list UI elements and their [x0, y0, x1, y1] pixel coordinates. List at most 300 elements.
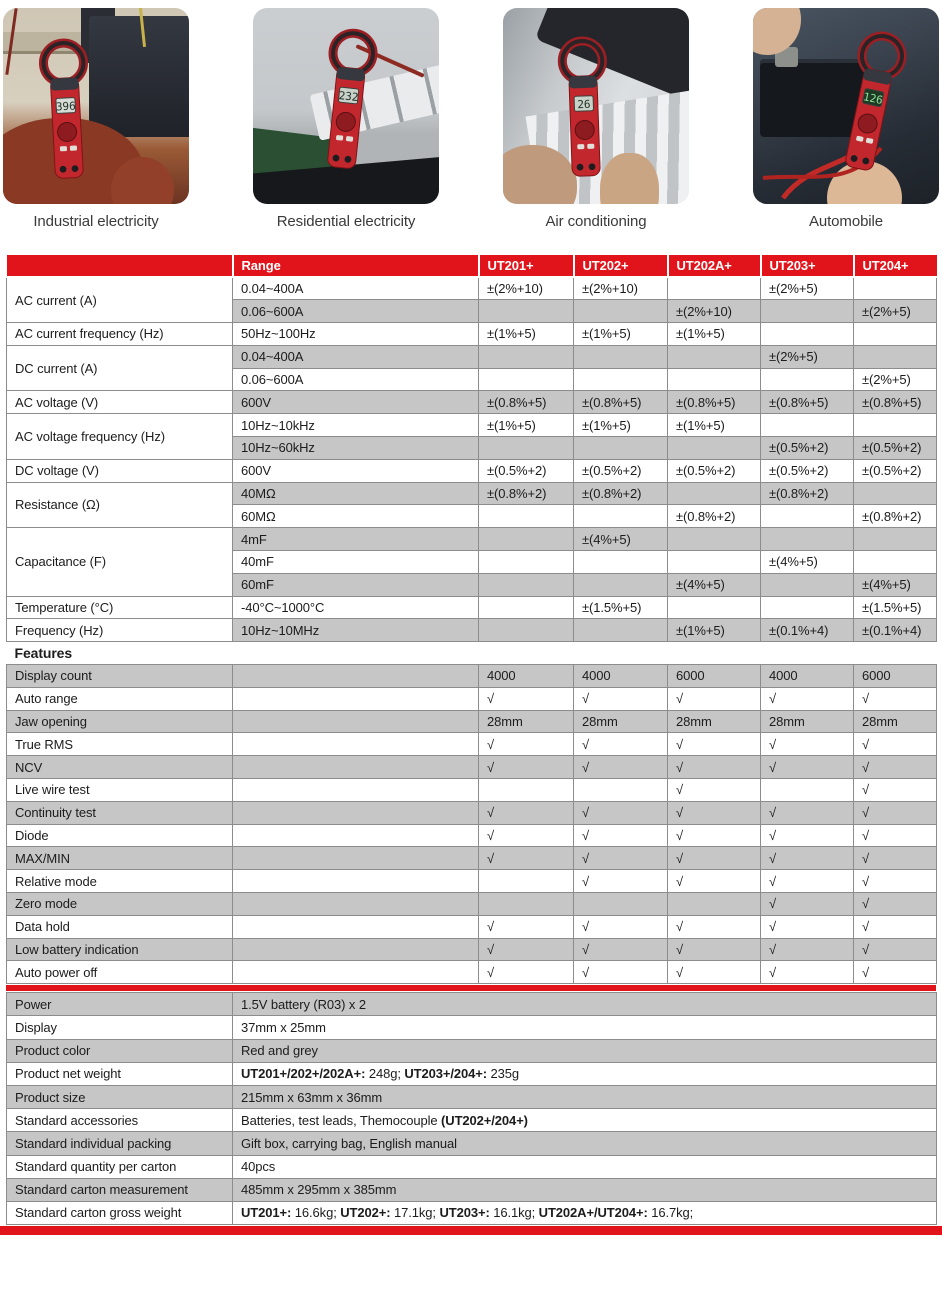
- red-divider: [6, 985, 936, 991]
- general-value-bold-segment: (UT202+/204+): [441, 1112, 528, 1128]
- feature-value-cell: 4000: [479, 665, 574, 688]
- spec-value-cell: [668, 368, 761, 391]
- air-conditioning-photo: [503, 8, 689, 204]
- spec-group-label: AC voltage frequency (Hz): [7, 414, 233, 460]
- general-row: [7, 1109, 937, 1132]
- general-label: Standard quantity per carton: [7, 1155, 233, 1178]
- clamp-meter-illustration: [305, 23, 390, 179]
- feature-value-cell: √: [761, 961, 854, 984]
- feature-value-cell: [574, 779, 668, 802]
- general-row: [7, 1155, 937, 1178]
- clamp-meter-illustration: [546, 33, 621, 185]
- general-row: [7, 1132, 937, 1155]
- general-label: Standard carton measurement: [7, 1178, 233, 1201]
- spec-value-cell: ±(0.5%+2): [854, 437, 937, 460]
- svg-text:26: 26: [577, 97, 591, 112]
- feature-value-cell: √: [479, 756, 574, 779]
- spec-value-cell: [479, 300, 574, 323]
- feature-range-cell: [233, 733, 479, 756]
- photo-caption: Automobile: [808, 213, 884, 230]
- spec-range-cell: 0.06~600A: [233, 368, 479, 391]
- feature-range-cell: [233, 915, 479, 938]
- spec-value-cell: [479, 437, 574, 460]
- feature-value-cell: [761, 779, 854, 802]
- spec-value-cell: ±(1%+5): [668, 323, 761, 346]
- app-card-automobile: [753, 8, 939, 230]
- feature-value-cell: √: [761, 847, 854, 870]
- feature-value-cell: [479, 870, 574, 893]
- general-row: [7, 1039, 937, 1062]
- spec-value-cell: ±(2%+5): [854, 368, 937, 391]
- feature-value-cell: √: [574, 733, 668, 756]
- feature-row: [7, 801, 937, 824]
- photo-caption: Industrial electricity: [33, 213, 159, 230]
- general-row: [7, 1016, 937, 1039]
- spec-value-cell: [574, 573, 668, 596]
- feature-value-cell: √: [854, 687, 937, 710]
- feature-value-cell: √: [668, 961, 761, 984]
- feature-value-cell: [668, 893, 761, 916]
- spec-range-cell: 50Hz~100Hz: [233, 323, 479, 346]
- feature-value-cell: √: [668, 779, 761, 802]
- spec-value-cell: [479, 551, 574, 574]
- spec-value-cell: ±(0.8%+2): [854, 505, 937, 528]
- residential-electricity-photo: [253, 8, 439, 204]
- automobile-photo: [753, 8, 939, 204]
- feature-range-cell: [233, 801, 479, 824]
- spec-value-cell: ±(0.8%+5): [854, 391, 937, 414]
- spec-group-label: Temperature (°C): [7, 596, 233, 619]
- feature-value-cell: √: [479, 961, 574, 984]
- feature-row: [7, 870, 937, 893]
- general-value-segment: 1.5V battery (R03) x 2: [241, 996, 366, 1012]
- spec-range-cell: 10Hz~60kHz: [233, 437, 479, 460]
- feature-label: Relative mode: [7, 870, 233, 893]
- feature-range-cell: [233, 824, 479, 847]
- feature-row: [7, 893, 937, 916]
- spec-value-cell: [761, 323, 854, 346]
- bottom-red-bar: [0, 1226, 942, 1235]
- svg-text:396: 396: [55, 99, 76, 114]
- feature-value-cell: 28mm: [761, 710, 854, 733]
- feature-value-cell: √: [479, 687, 574, 710]
- spec-value-cell: [761, 505, 854, 528]
- feature-value-cell: √: [574, 938, 668, 961]
- spec-row: [7, 528, 937, 551]
- general-label: Standard individual packing: [7, 1132, 233, 1155]
- spec-value-cell: [668, 345, 761, 368]
- feature-row: [7, 961, 937, 984]
- general-value-bold-segment: UT202A+/UT204+:: [538, 1205, 648, 1221]
- spec-value-cell: ±(1%+5): [574, 323, 668, 346]
- feature-range-cell: [233, 665, 479, 688]
- spec-value-cell: ±(2%+5): [761, 345, 854, 368]
- feature-range-cell: [233, 779, 479, 802]
- spec-row: [7, 391, 937, 414]
- general-value: [233, 1201, 937, 1224]
- spec-value-cell: ±(0.8%+5): [574, 391, 668, 414]
- spec-group-label: DC current (A): [7, 345, 233, 391]
- spec-row: [7, 482, 937, 505]
- feature-value-cell: √: [574, 801, 668, 824]
- spec-value-cell: ±(1%+5): [479, 414, 574, 437]
- feature-range-cell: [233, 756, 479, 779]
- feature-value-cell: √: [668, 824, 761, 847]
- spec-value-cell: ±(0.1%+4): [761, 619, 854, 642]
- contactor-panel: [89, 16, 189, 138]
- spec-header-model: UT202A+: [668, 254, 761, 277]
- feature-value-cell: √: [854, 756, 937, 779]
- general-value-bold-segment: UT203+/204+:: [404, 1066, 488, 1082]
- general-label: Product color: [7, 1039, 233, 1062]
- spec-value-cell: [761, 300, 854, 323]
- spec-group-label: Capacitance (F): [7, 528, 233, 596]
- spec-value-cell: ±(1%+5): [479, 323, 574, 346]
- photo-caption: Air conditioning: [545, 213, 647, 230]
- feature-value-cell: √: [854, 893, 937, 916]
- feature-label: Live wire test: [7, 779, 233, 802]
- feature-value-cell: 28mm: [668, 710, 761, 733]
- spec-range-cell: 600V: [233, 391, 479, 414]
- general-value-segment: 235g: [487, 1066, 520, 1082]
- general-label: Standard carton gross weight: [7, 1201, 233, 1224]
- industrial-electricity-photo: [3, 8, 189, 204]
- photo-caption: Residential electricity: [276, 213, 416, 230]
- spec-group-label: AC current frequency (Hz): [7, 323, 233, 346]
- general-info-table: [6, 992, 937, 1225]
- feature-value-cell: √: [668, 870, 761, 893]
- feature-value-cell: 6000: [668, 665, 761, 688]
- general-label: Product size: [7, 1085, 233, 1108]
- spec-value-cell: [761, 528, 854, 551]
- feature-range-cell: [233, 938, 479, 961]
- spec-value-cell: [668, 596, 761, 619]
- feature-label: Jaw opening: [7, 710, 233, 733]
- spec-range-cell: 10Hz~10MHz: [233, 619, 479, 642]
- feature-value-cell: [479, 779, 574, 802]
- feature-value-cell: √: [574, 915, 668, 938]
- feature-value-cell: 4000: [574, 665, 668, 688]
- spec-value-cell: ±(0.5%+2): [761, 437, 854, 460]
- spec-value-cell: ±(4%+5): [668, 573, 761, 596]
- spec-value-cell: ±(1%+5): [668, 619, 761, 642]
- application-photos-row: [0, 0, 942, 230]
- feature-row: [7, 824, 937, 847]
- svg-text:232: 232: [338, 89, 359, 105]
- spec-value-cell: ±(1.5%+5): [854, 596, 937, 619]
- feature-value-cell: √: [668, 756, 761, 779]
- spec-value-cell: ±(2%+10): [668, 300, 761, 323]
- spec-range-cell: -40°C~1000°C: [233, 596, 479, 619]
- spec-header-row: [7, 254, 937, 277]
- spec-value-cell: [854, 277, 937, 300]
- spec-value-cell: [479, 528, 574, 551]
- general-value-segment: 37mm x 25mm: [241, 1019, 326, 1035]
- general-row: [7, 1178, 937, 1201]
- clamp-meter-icon: [305, 23, 390, 179]
- spec-value-cell: [574, 368, 668, 391]
- spec-value-cell: ±(2%+5): [761, 277, 854, 300]
- spec-range-cell: 0.04~400A: [233, 277, 479, 300]
- general-label: Power: [7, 993, 233, 1016]
- spec-value-cell: ±(2%+10): [479, 277, 574, 300]
- spec-value-cell: [854, 551, 937, 574]
- spec-value-cell: [574, 505, 668, 528]
- general-value-segment: 16.6kg;: [291, 1205, 341, 1221]
- spec-value-cell: [574, 619, 668, 642]
- feature-row: [7, 847, 937, 870]
- spec-sheet: [0, 253, 942, 1225]
- clamp-meter-icon: [27, 34, 105, 187]
- feature-value-cell: √: [761, 801, 854, 824]
- spec-value-cell: ±(4%+5): [854, 573, 937, 596]
- feature-label: NCV: [7, 756, 233, 779]
- spec-value-cell: [479, 573, 574, 596]
- feature-range-cell: [233, 847, 479, 870]
- general-row: [7, 1062, 937, 1085]
- clamp-meter-illustration: [27, 34, 105, 187]
- spec-value-cell: [668, 437, 761, 460]
- feature-value-cell: 6000: [854, 665, 937, 688]
- spec-value-cell: [479, 596, 574, 619]
- spec-group-label: AC voltage (V): [7, 391, 233, 414]
- spec-range-cell: 0.04~400A: [233, 345, 479, 368]
- feature-row: [7, 687, 937, 710]
- general-value-segment: 16.7kg;: [647, 1205, 694, 1221]
- feature-row: [7, 938, 937, 961]
- general-value: [233, 1109, 937, 1132]
- spec-header-model: UT202+: [574, 254, 668, 277]
- feature-value-cell: √: [574, 824, 668, 847]
- general-value: [233, 993, 937, 1016]
- feature-value-cell: 4000: [761, 665, 854, 688]
- spec-value-cell: ±(1.5%+5): [574, 596, 668, 619]
- general-value: [233, 1016, 937, 1039]
- spec-row: [7, 619, 937, 642]
- spec-value-cell: ±(0.8%+2): [761, 482, 854, 505]
- feature-range-cell: [233, 710, 479, 733]
- spec-value-cell: ±(1%+5): [668, 414, 761, 437]
- spec-value-cell: [761, 573, 854, 596]
- app-card-residential: [253, 8, 439, 230]
- feature-label: Zero mode: [7, 893, 233, 916]
- feature-value-cell: √: [761, 824, 854, 847]
- feature-value-cell: √: [854, 938, 937, 961]
- feature-label: MAX/MIN: [7, 847, 233, 870]
- feature-value-cell: √: [854, 801, 937, 824]
- feature-value-cell: √: [854, 915, 937, 938]
- spec-value-cell: [479, 368, 574, 391]
- feature-label: Continuity test: [7, 801, 233, 824]
- feature-row: [7, 756, 937, 779]
- spec-value-cell: [668, 482, 761, 505]
- spec-value-cell: ±(0.1%+4): [854, 619, 937, 642]
- spec-range-cell: 60MΩ: [233, 505, 479, 528]
- general-value-segment: 17.1kg;: [390, 1205, 440, 1221]
- general-value-bold-segment: UT202+:: [340, 1205, 391, 1221]
- spec-value-cell: [574, 437, 668, 460]
- spec-value-cell: ±(0.5%+2): [574, 459, 668, 482]
- feature-label: Low battery indication: [7, 938, 233, 961]
- spec-row: [7, 596, 937, 619]
- spec-value-cell: ±(4%+5): [574, 528, 668, 551]
- spec-value-cell: [761, 414, 854, 437]
- spec-value-cell: [479, 505, 574, 528]
- spec-row: [7, 345, 937, 368]
- feature-label: Auto range: [7, 687, 233, 710]
- general-row: [7, 993, 937, 1016]
- general-value-segment: Gift box, carrying bag, English manual: [241, 1135, 457, 1151]
- general-value-bold-segment: UT203+:: [439, 1205, 490, 1221]
- features-heading-row: [7, 642, 937, 665]
- general-value-segment: Batteries, test leads, Themocouple: [241, 1112, 442, 1128]
- spec-value-cell: ±(0.8%+5): [668, 391, 761, 414]
- feature-value-cell: √: [479, 915, 574, 938]
- spec-value-cell: ±(2%+5): [854, 300, 937, 323]
- spec-range-cell: 600V: [233, 459, 479, 482]
- spec-value-cell: ±(0.8%+2): [668, 505, 761, 528]
- feature-range-cell: [233, 961, 479, 984]
- spec-row: [7, 414, 937, 437]
- spec-group-label: Resistance (Ω): [7, 482, 233, 528]
- feature-value-cell: √: [574, 847, 668, 870]
- spec-value-cell: [668, 551, 761, 574]
- feature-range-cell: [233, 687, 479, 710]
- feature-value-cell: √: [761, 915, 854, 938]
- feature-range-cell: [233, 893, 479, 916]
- feature-row: [7, 733, 937, 756]
- general-label: Standard accessories: [7, 1109, 233, 1132]
- feature-value-cell: √: [761, 733, 854, 756]
- feature-value-cell: √: [854, 961, 937, 984]
- spec-value-cell: [574, 551, 668, 574]
- spec-value-cell: [668, 528, 761, 551]
- feature-value-cell: √: [668, 938, 761, 961]
- feature-value-cell: √: [668, 847, 761, 870]
- general-value-segment: 248g;: [365, 1066, 405, 1082]
- spec-value-cell: ±(0.5%+2): [761, 459, 854, 482]
- general-value: [233, 1132, 937, 1155]
- spec-value-cell: ±(0.8%+2): [479, 482, 574, 505]
- features-heading: Features: [7, 642, 937, 665]
- general-value: [233, 1178, 937, 1201]
- spec-header-model: UT201+: [479, 254, 574, 277]
- feature-value-cell: √: [668, 915, 761, 938]
- spec-value-cell: [574, 345, 668, 368]
- spec-header-model: UT203+: [761, 254, 854, 277]
- spec-value-cell: [479, 345, 574, 368]
- general-value-segment: Red and grey: [241, 1043, 318, 1059]
- feature-range-cell: [233, 870, 479, 893]
- general-value: [233, 1085, 937, 1108]
- spec-group-label: Frequency (Hz): [7, 619, 233, 642]
- feature-value-cell: [479, 893, 574, 916]
- feature-value-cell: √: [761, 870, 854, 893]
- feature-value-cell: √: [574, 687, 668, 710]
- feature-value-cell: √: [668, 801, 761, 824]
- spec-header-blank: [7, 254, 233, 277]
- feature-value-cell: √: [479, 847, 574, 870]
- spec-header-range: Range: [233, 254, 479, 277]
- spec-value-cell: ±(0.8%+5): [479, 391, 574, 414]
- general-row: [7, 1085, 937, 1108]
- feature-label: Auto power off: [7, 961, 233, 984]
- spec-value-cell: [668, 277, 761, 300]
- spec-group-label: DC voltage (V): [7, 459, 233, 482]
- feature-label: Data hold: [7, 915, 233, 938]
- general-row: [7, 1201, 937, 1224]
- spec-value-cell: [854, 414, 937, 437]
- feature-value-cell: √: [761, 938, 854, 961]
- feature-value-cell: √: [668, 733, 761, 756]
- feature-value-cell: √: [574, 756, 668, 779]
- feature-value-cell: √: [479, 801, 574, 824]
- feature-label: Display count: [7, 665, 233, 688]
- feature-value-cell: 28mm: [854, 710, 937, 733]
- spec-value-cell: ±(0.8%+5): [761, 391, 854, 414]
- spec-row: [7, 277, 937, 300]
- spec-range-cell: 4mF: [233, 528, 479, 551]
- general-value-bold-segment: UT201+:: [241, 1205, 292, 1221]
- feature-value-cell: √: [854, 824, 937, 847]
- feature-value-cell: √: [574, 961, 668, 984]
- feature-row: [7, 665, 937, 688]
- spec-value-cell: [854, 482, 937, 505]
- app-card-air-conditioning: [503, 8, 689, 230]
- feature-value-cell: √: [854, 847, 937, 870]
- feature-value-cell: √: [854, 779, 937, 802]
- feature-value-cell: 28mm: [574, 710, 668, 733]
- feature-value-cell: √: [854, 733, 937, 756]
- spec-value-cell: [854, 345, 937, 368]
- spec-value-cell: ±(0.5%+2): [479, 459, 574, 482]
- feature-row: [7, 915, 937, 938]
- general-label: Product net weight: [7, 1062, 233, 1085]
- general-value-bold-segment: UT201+/202+/202A+:: [241, 1066, 366, 1082]
- feature-value-cell: √: [761, 687, 854, 710]
- spec-row: [7, 323, 937, 346]
- spec-table-header: [7, 254, 937, 277]
- general-label: Display: [7, 1016, 233, 1039]
- feature-label: True RMS: [7, 733, 233, 756]
- general-value: [233, 1155, 937, 1178]
- spec-value-cell: ±(4%+5): [761, 551, 854, 574]
- specification-table: [6, 253, 937, 984]
- feature-value-cell: √: [479, 938, 574, 961]
- feature-row: [7, 710, 937, 733]
- spec-header-model: UT204+: [854, 254, 937, 277]
- feature-value-cell: √: [479, 733, 574, 756]
- feature-row: [7, 779, 937, 802]
- spec-group-label: AC current (A): [7, 277, 233, 323]
- general-value-segment: 40pcs: [241, 1159, 276, 1175]
- feature-value-cell: √: [479, 824, 574, 847]
- spec-range-cell: 40MΩ: [233, 482, 479, 505]
- feature-value-cell: √: [668, 687, 761, 710]
- feature-value-cell: √: [574, 870, 668, 893]
- spec-range-cell: 60mF: [233, 573, 479, 596]
- spec-range-cell: 40mF: [233, 551, 479, 574]
- spec-row: [7, 459, 937, 482]
- feature-value-cell: 28mm: [479, 710, 574, 733]
- spec-value-cell: [854, 323, 937, 346]
- spec-range-cell: 0.06~600A: [233, 300, 479, 323]
- spec-value-cell: ±(2%+10): [574, 277, 668, 300]
- general-value-segment: 485mm x 295mm x 385mm: [241, 1182, 397, 1198]
- clamp-meter-icon: [546, 33, 621, 185]
- spec-value-cell: ±(0.8%+2): [574, 482, 668, 505]
- app-card-industrial: [3, 8, 189, 230]
